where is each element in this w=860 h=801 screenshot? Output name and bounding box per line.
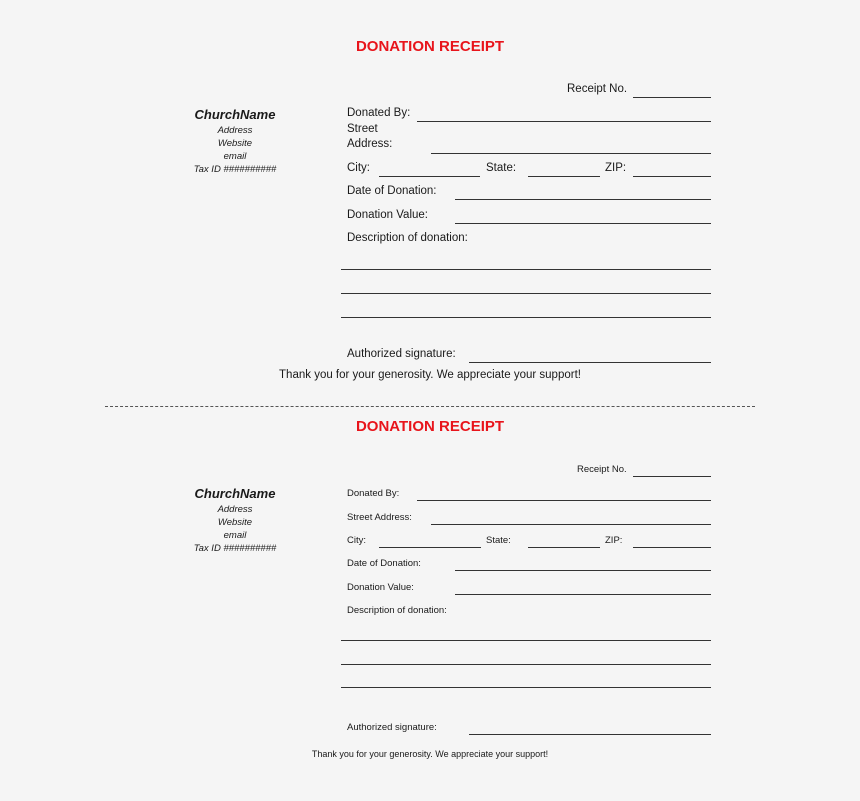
zip-field[interactable] bbox=[633, 547, 711, 548]
date-label: Date of Donation: bbox=[347, 185, 437, 197]
zip-label: ZIP: bbox=[605, 535, 623, 546]
description-label: Description of donation: bbox=[347, 605, 447, 616]
state-label: State: bbox=[486, 535, 511, 546]
church-tax-id: Tax ID ########## bbox=[193, 543, 277, 554]
value-field[interactable] bbox=[455, 223, 711, 224]
thank-you-note: Thank you for your generosity. We appreciate your support! bbox=[279, 369, 581, 381]
church-name: ChurchName bbox=[194, 107, 276, 122]
street-label: Street bbox=[347, 123, 378, 135]
signature-field[interactable] bbox=[469, 734, 711, 735]
donated-by-field[interactable] bbox=[417, 121, 711, 122]
receipt-title: DONATION RECEIPT bbox=[355, 418, 505, 435]
church-website: Website bbox=[217, 138, 253, 149]
signature-field[interactable] bbox=[469, 362, 711, 363]
description-line-2[interactable] bbox=[341, 664, 711, 665]
receipt-no-label: Receipt No. bbox=[577, 464, 627, 475]
street-address-field[interactable] bbox=[431, 524, 711, 525]
church-name: ChurchName bbox=[194, 486, 276, 501]
city-label: City: bbox=[347, 162, 370, 174]
zip-field[interactable] bbox=[633, 176, 711, 177]
church-email: email bbox=[223, 530, 247, 541]
value-field[interactable] bbox=[455, 594, 711, 595]
city-label: City: bbox=[347, 535, 366, 546]
signature-label: Authorized signature: bbox=[347, 348, 456, 360]
description-line-3[interactable] bbox=[341, 687, 711, 688]
value-label: Donation Value: bbox=[347, 209, 428, 221]
street-address-label: Street Address: bbox=[347, 512, 412, 523]
cut-line-divider bbox=[105, 406, 755, 407]
donated-by-label: Donated By: bbox=[347, 488, 400, 499]
signature-label: Authorized signature: bbox=[347, 722, 437, 733]
description-line-3[interactable] bbox=[341, 317, 711, 318]
donated-by-field[interactable] bbox=[417, 500, 711, 501]
donated-by-label: Donated By: bbox=[347, 107, 411, 119]
value-label: Donation Value: bbox=[347, 582, 414, 593]
receipt-no-field[interactable] bbox=[633, 97, 711, 98]
street-address-field[interactable] bbox=[431, 153, 711, 154]
date-field[interactable] bbox=[455, 199, 711, 200]
date-field[interactable] bbox=[455, 570, 711, 571]
thank-you-note: Thank you for your generosity. We appreciate your support! bbox=[311, 749, 549, 759]
city-field[interactable] bbox=[379, 176, 480, 177]
church-address: Address bbox=[217, 125, 253, 136]
church-website: Website bbox=[217, 517, 253, 528]
receipt-title: DONATION RECEIPT bbox=[355, 38, 505, 55]
city-field[interactable] bbox=[379, 547, 481, 548]
description-line-1[interactable] bbox=[341, 640, 711, 641]
date-label: Date of Donation: bbox=[347, 558, 421, 569]
description-line-1[interactable] bbox=[341, 269, 711, 270]
description-line-2[interactable] bbox=[341, 293, 711, 294]
state-label: State: bbox=[486, 162, 517, 174]
receipt-no-field[interactable] bbox=[633, 476, 711, 477]
church-tax-id: Tax ID ########## bbox=[193, 164, 277, 175]
description-label: Description of donation: bbox=[347, 232, 468, 244]
church-email: email bbox=[223, 151, 247, 162]
address-label: Address: bbox=[347, 138, 393, 150]
state-field[interactable] bbox=[528, 547, 600, 548]
state-field[interactable] bbox=[528, 176, 600, 177]
receipt-no-label: Receipt No. bbox=[567, 83, 628, 95]
zip-label: ZIP: bbox=[605, 162, 627, 174]
church-address: Address bbox=[217, 504, 253, 515]
